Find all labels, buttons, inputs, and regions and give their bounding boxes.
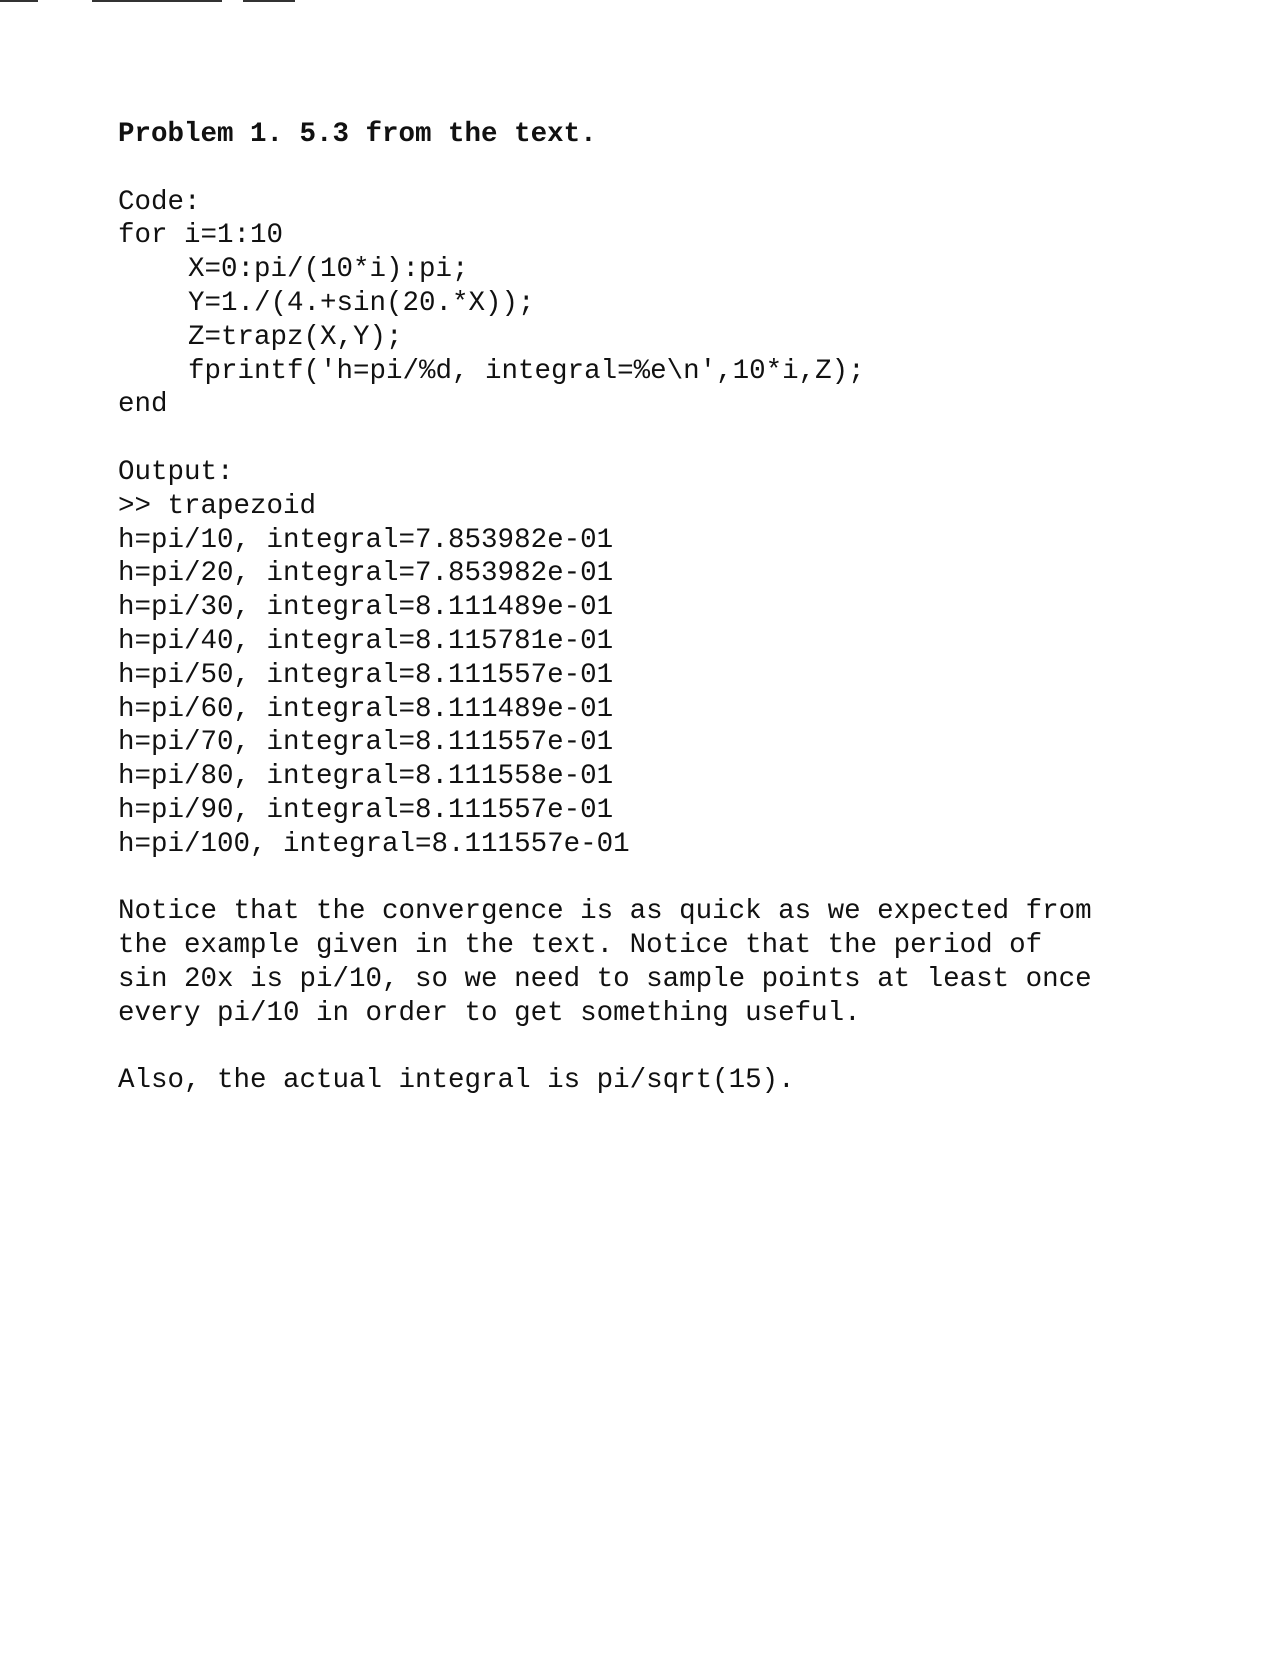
code-line: for i=1:10 (118, 220, 284, 252)
output-line: h=pi/80, integral=8.111558e-01 (118, 761, 614, 793)
actual-integral-note: Also, the actual integral is pi/sqrt(15). (118, 1065, 795, 1097)
spacer (118, 1031, 1238, 1065)
spacer (118, 862, 1238, 896)
code-section (118, 186, 1238, 423)
output-label: Output: (118, 456, 234, 488)
spacer (118, 152, 1238, 186)
output-line: h=pi/50, integral=8.111557e-01 (118, 659, 614, 691)
code-line: fprintf('h=pi/%d, integral=%e\n',10*i,Z); (188, 355, 865, 387)
code-line: end (118, 389, 168, 421)
output-section (118, 456, 1238, 862)
output-line: h=pi/60, integral=8.111489e-01 (118, 693, 614, 725)
output-line: h=pi/70, integral=8.111557e-01 (118, 727, 614, 759)
output-line: h=pi/100, integral=8.111557e-01 (118, 828, 630, 860)
document-title: Problem 1. 5.3 from the text. (118, 119, 597, 150)
notes-paragraph: Notice that the convergence is as quick as we expected from the example given in the text. Notice that the period of sin 20x is pi/10, so we need to sample points at least once every pi/10 in order to get something useful. (118, 896, 1092, 1029)
document-page (118, 118, 1238, 1098)
code-label: Code: (118, 186, 201, 218)
code-line: Y=1./(4.+sin(20.*X)); (188, 287, 535, 319)
top-rule-3 (243, 0, 295, 2)
spacer (118, 422, 1238, 456)
top-rule-2 (92, 0, 222, 2)
output-command: >> trapezoid (118, 490, 317, 522)
output-line: h=pi/40, integral=8.115781e-01 (118, 625, 614, 657)
output-line: h=pi/90, integral=8.111557e-01 (118, 794, 614, 826)
output-line: h=pi/10, integral=7.853982e-01 (118, 524, 614, 556)
code-line: X=0:pi/(10*i):pi; (188, 254, 469, 286)
top-rule-1 (0, 0, 38, 2)
output-line: h=pi/30, integral=8.111489e-01 (118, 592, 614, 624)
code-line: Z=trapz(X,Y); (188, 321, 403, 353)
output-line: h=pi/20, integral=7.853982e-01 (118, 558, 614, 590)
